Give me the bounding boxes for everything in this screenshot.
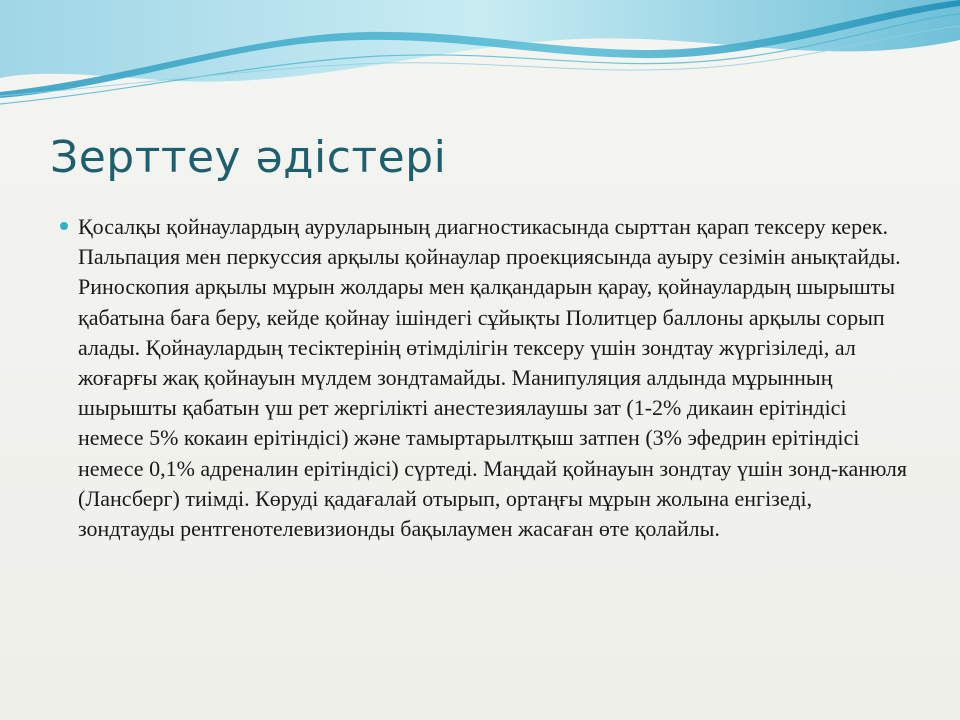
wave-header-decoration [0,0,960,120]
bullet-item [78,212,908,544]
bullet-dot-icon [60,222,68,230]
bullet-list [78,212,908,544]
bullet-text: Қосалқы қойнаулардың ауруларының диагностикасында сырттан қарап тексеру керек. Пальпация мен перкуссия арқылы қойнаулар проекциясында ауыру сезімін анықтайды. Риноскопия арқылы мұрын жолдары мен қалқандарын қарау, қойнаулардың шырышты қабатына баға беру, кейде қойнау ішіндегі сұйықты Политцер баллоны арқылы сорып алады. Қойнаулардың тесіктерінің өтімділігін тексеру үшін зондтау жүргізіледі, ал жоғарғы жақ қойнауын мүлдем зондтамайды. Манипуляция алдында мұрынның шырышты қабатын үш рет жергілікті анестезиялаушы зат (1-2% дикаин ерітіндісі немесе 5% кокаин ерітіндісі) және тамыртарылтқыш затпен (3% эфедрин ерітіндісі немесе 0,1% адреналин ерітіндісі) сүртеді. Маңдай қойнауын зондтау үшін зонд-канюля (Лансберг) тиімді. Көруді қадағалай отырып, ортаңғы мұрын жолына енгізеді, зондтауды рентгенотелевизионды бақылаумен жасаған өте қолайлы. [78,214,908,542]
slide-title: Зерттеу әдістері [50,132,447,183]
